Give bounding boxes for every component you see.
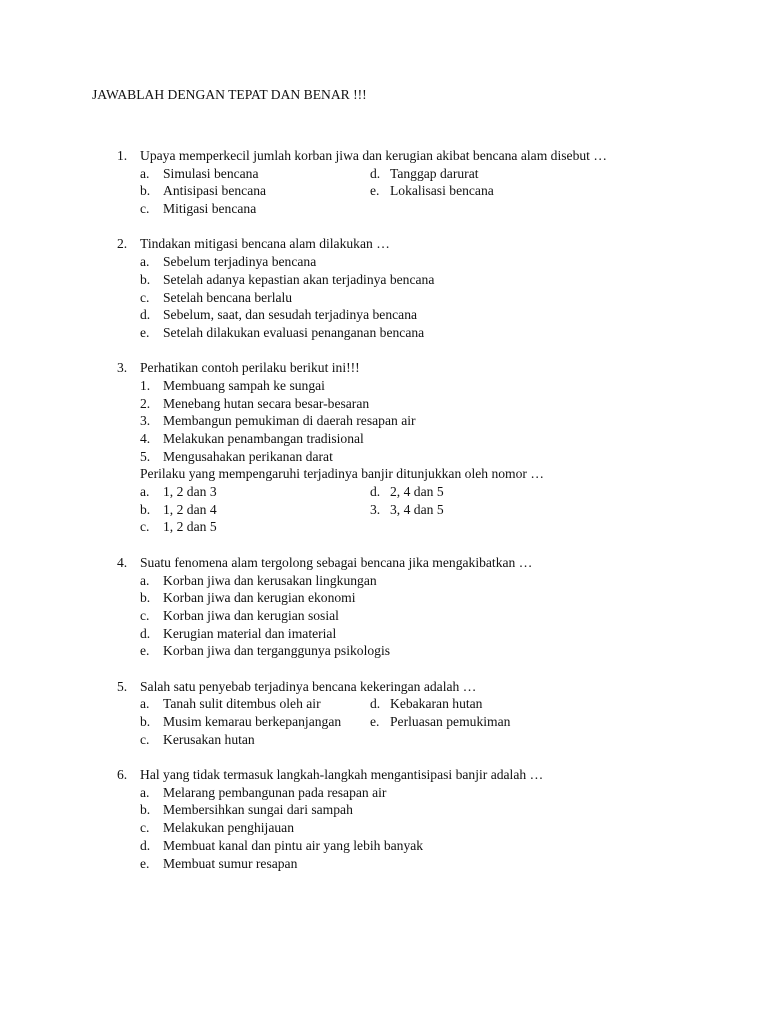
option-row xyxy=(117,324,737,342)
option-row xyxy=(117,625,737,643)
option-label: a. xyxy=(140,254,150,270)
option-row xyxy=(117,306,737,324)
option-row xyxy=(117,465,737,483)
option-row xyxy=(117,589,737,607)
page-title: JAWABLAH DENGAN TEPAT DAN BENAR !!! xyxy=(92,87,367,102)
option-label: b. xyxy=(140,590,151,606)
option-text: Perluasan pemukiman xyxy=(390,714,511,729)
option-text: Korban jiwa dan kerusakan lingkungan xyxy=(163,572,377,588)
option-label: a. xyxy=(140,696,150,712)
option-text: Korban jiwa dan kerugian sosial xyxy=(163,607,339,623)
option-row xyxy=(117,448,737,466)
option-label: 3. xyxy=(370,501,381,517)
option-row xyxy=(117,784,737,802)
option-row xyxy=(117,518,737,536)
option-text: Kebakaran hutan xyxy=(390,696,483,712)
option-label: e. xyxy=(370,714,380,729)
option-row xyxy=(117,837,737,855)
option-text: Kerugian material dan imaterial xyxy=(163,625,337,641)
option-row xyxy=(117,607,737,625)
option-text: Simulasi bencana xyxy=(163,165,259,181)
question-2 xyxy=(117,235,737,341)
option-label: b. xyxy=(140,183,151,199)
question-5 xyxy=(117,678,737,749)
option-row xyxy=(117,801,737,819)
question-number: 3. xyxy=(117,360,128,376)
question-number: 2. xyxy=(117,236,128,252)
question-stem: Perilaku yang mempengaruhi terjadinya banjir ditunjukkan oleh nomor … xyxy=(140,466,544,482)
option-row xyxy=(117,165,737,183)
question-line xyxy=(117,554,737,572)
option-label: d. xyxy=(140,307,151,323)
option-text: Melakukan penambangan tradisional xyxy=(163,431,364,446)
option-text: Membangun pemukiman di daerah resapan air xyxy=(163,413,416,429)
option-text: Korban jiwa dan kerugian ekonomi xyxy=(163,590,356,606)
question-text: Hal yang tidak termasuk langkah-langkah mengantisipasi banjir adalah … xyxy=(140,767,544,783)
question-number: 1. xyxy=(117,148,128,163)
option-text: Tanah sulit ditembus oleh air xyxy=(163,696,321,712)
option-label: b. xyxy=(140,802,151,818)
option-row xyxy=(117,731,737,749)
option-label: d. xyxy=(370,696,381,712)
option-text: 1, 2 dan 3 xyxy=(163,484,217,500)
option-row xyxy=(117,713,737,731)
option-text: Setelah dilakukan evaluasi penanganan bencana xyxy=(163,324,425,340)
option-label: a. xyxy=(140,165,150,181)
option-row xyxy=(117,819,737,837)
option-text: Mitigasi bencana xyxy=(163,201,257,217)
question-6 xyxy=(117,766,737,872)
question-text: Salah satu penyebab terjadinya bencana kekeringan adalah … xyxy=(140,678,477,694)
option-row xyxy=(117,695,737,713)
option-text: Kerusakan hutan xyxy=(163,731,255,747)
option-label: 5. xyxy=(140,448,151,464)
option-row xyxy=(117,182,737,200)
option-row xyxy=(117,642,737,660)
option-text: Antisipasi bencana xyxy=(163,183,267,199)
option-label: c. xyxy=(140,731,150,747)
option-label: e. xyxy=(140,855,150,871)
option-label: a. xyxy=(140,484,150,500)
option-label: b. xyxy=(140,501,151,517)
option-text: Korban jiwa dan terganggunya psikologis xyxy=(163,643,391,659)
question-text: Suatu fenomena alam tergolong sebagai bencana jika mengakibatkan … xyxy=(140,554,533,570)
option-text: Setelah adanya kepastian akan terjadinya bencana xyxy=(163,271,435,287)
option-label: d. xyxy=(140,837,151,853)
option-text: 3, 4 dan 5 xyxy=(390,501,444,517)
option-label: e. xyxy=(140,324,150,340)
option-label: e. xyxy=(370,183,380,199)
question-number: 6. xyxy=(117,767,128,783)
option-label: d. xyxy=(370,165,381,181)
option-row xyxy=(117,395,737,413)
option-text: 1, 2 dan 4 xyxy=(163,501,217,517)
option-text: Sebelum, saat, dan sesudah terjadinya bencana xyxy=(163,307,418,323)
option-text: Mengusahakan perikanan darat xyxy=(163,448,333,464)
option-text: Melakukan penghijauan xyxy=(163,820,294,836)
option-row xyxy=(117,377,737,395)
option-label: 3. xyxy=(140,413,151,429)
option-row xyxy=(117,483,737,501)
question-list xyxy=(117,147,737,890)
question-line xyxy=(117,359,737,377)
option-label: b. xyxy=(140,271,151,287)
option-label: b. xyxy=(140,714,151,729)
option-label: 1. xyxy=(140,377,151,393)
question-line xyxy=(117,678,737,696)
question-text: Tindakan mitigasi bencana alam dilakukan … xyxy=(140,236,390,252)
option-label: d. xyxy=(370,484,381,500)
option-label: a. xyxy=(140,784,150,800)
option-text: Membersihkan sungai dari sampah xyxy=(163,802,353,818)
option-text: Musim kemarau berkepanjangan xyxy=(163,714,342,729)
option-label: e. xyxy=(140,643,150,659)
question-line xyxy=(117,766,737,784)
option-text: 2, 4 dan 5 xyxy=(390,484,444,500)
option-row xyxy=(117,289,737,307)
option-text: Sebelum terjadinya bencana xyxy=(163,254,317,270)
question-number: 5. xyxy=(117,678,128,694)
question-line xyxy=(117,235,737,253)
question-text: Perhatikan contoh perilaku berikut ini!!! xyxy=(140,360,360,376)
option-row xyxy=(117,200,737,218)
option-row xyxy=(117,271,737,289)
option-text: Membuang sampah ke sungai xyxy=(163,377,325,393)
option-text: Membuat sumur resapan xyxy=(163,855,298,871)
option-label: 2. xyxy=(140,395,151,411)
option-row xyxy=(117,855,737,873)
option-label: c. xyxy=(140,289,150,305)
option-row xyxy=(117,430,737,448)
option-label: c. xyxy=(140,820,150,836)
option-label: a. xyxy=(140,572,150,588)
option-text: Menebang hutan secara besar-besaran xyxy=(163,395,370,411)
option-row xyxy=(117,253,737,271)
option-row xyxy=(117,501,737,519)
question-1 xyxy=(117,147,737,218)
question-4 xyxy=(117,554,737,660)
option-text: 1, 2 dan 5 xyxy=(163,519,217,535)
question-number: 4. xyxy=(117,554,128,570)
option-label: c. xyxy=(140,607,150,623)
option-label: d. xyxy=(140,625,151,641)
option-text: Lokalisasi bencana xyxy=(390,183,494,199)
question-text: Upaya memperkecil jumlah korban jiwa dan kerugian akibat bencana alam disebut … xyxy=(140,148,607,163)
question-line xyxy=(117,147,737,165)
option-row xyxy=(117,412,737,430)
option-label: c. xyxy=(140,519,150,535)
question-3 xyxy=(117,359,737,536)
option-text: Setelah bencana berlalu xyxy=(163,289,293,305)
option-row xyxy=(117,572,737,590)
option-label: c. xyxy=(140,201,150,217)
option-text: Melarang pembangunan pada resapan air xyxy=(163,784,387,800)
option-label: 4. xyxy=(140,431,151,446)
option-text: Tanggap darurat xyxy=(390,165,479,181)
option-text: Membuat kanal dan pintu air yang lebih banyak xyxy=(163,837,424,853)
